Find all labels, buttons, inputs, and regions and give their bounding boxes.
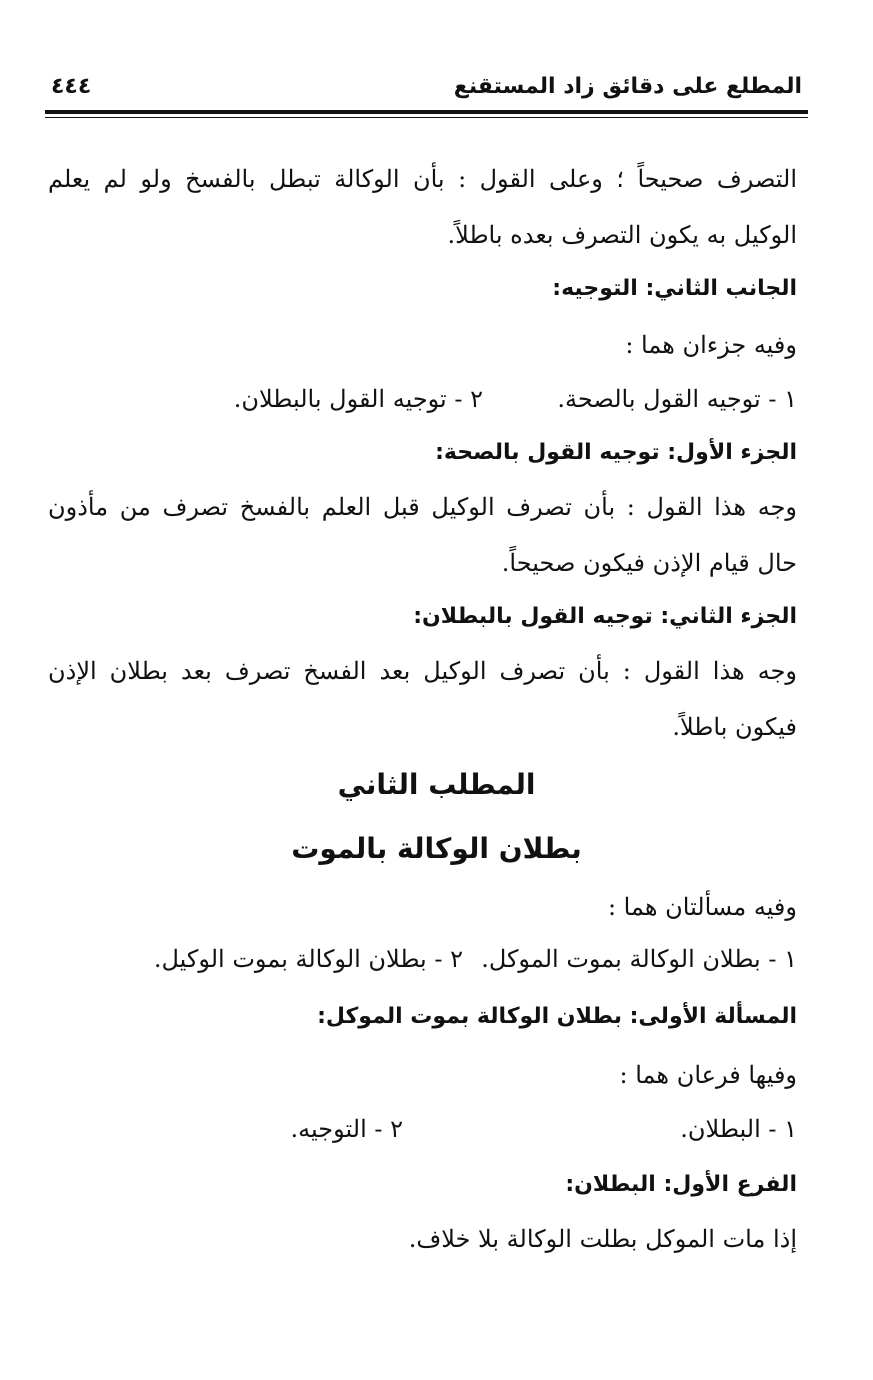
- list-item: ٢ - توجيه القول بالبطلان.: [233, 385, 483, 413]
- running-title: المطلع على دقائق زاد المستقنع: [453, 74, 802, 99]
- paragraph-line: حال قيام الإذن فيكون صحيحاً.: [501, 549, 797, 577]
- header-rule-thick: [45, 110, 808, 114]
- subheading: الفرع الأول: البطلان:: [565, 1172, 797, 1197]
- paragraph-line: إذا مات الموكل بطلت الوكالة بلا خلاف.: [408, 1225, 797, 1253]
- list-item: ٢ - التوجيه.: [290, 1115, 403, 1143]
- list-item: ١ - بطلان الوكالة بموت الموكل.: [481, 945, 797, 973]
- section-title: المطلب الثاني: [337, 768, 536, 801]
- subheading: الجزء الثاني: توجيه القول بالبطلان:: [413, 604, 797, 629]
- paragraph-line: فيكون باطلاً.: [672, 713, 797, 741]
- section-subtitle: بطلان الوكالة بالموت: [291, 832, 582, 865]
- paragraph-line: التصرف صحيحاً ؛ وعلى القول : بأن الوكالة تبطل بالفسخ ولو لم يعلم: [48, 165, 797, 193]
- paragraph-line: وجه هذا القول : بأن تصرف الوكيل قبل العلم بالفسخ تصرف من مأذون: [48, 493, 797, 521]
- page-header: [45, 66, 808, 112]
- paragraph-line: وجه هذا القول : بأن تصرف الوكيل بعد الفسخ تصرف بعد بطلان الإذن: [48, 657, 797, 685]
- intro-line: وفيه جزءان هما :: [625, 331, 797, 359]
- subheading: الجزء الأول: توجيه القول بالصحة:: [435, 440, 797, 465]
- list-item: ١ - البطلان.: [680, 1115, 797, 1143]
- paragraph-line: الوكيل به يكون التصرف بعده باطلاً.: [447, 221, 797, 249]
- subheading: المسألة الأولى: بطلان الوكالة بموت الموكل:: [317, 1004, 797, 1029]
- header-rule-thin: [45, 117, 808, 118]
- list-item: ١ - توجيه القول بالصحة.: [557, 385, 797, 413]
- subheading: الجانب الثاني: التوجيه:: [552, 276, 797, 301]
- intro-line: وفيه مسألتان هما :: [607, 893, 797, 921]
- page-number: ٤٤٤: [51, 74, 92, 99]
- list-item: ٢ - بطلان الوكالة بموت الوكيل.: [153, 945, 463, 973]
- intro-line: وفيها فرعان هما :: [619, 1061, 797, 1089]
